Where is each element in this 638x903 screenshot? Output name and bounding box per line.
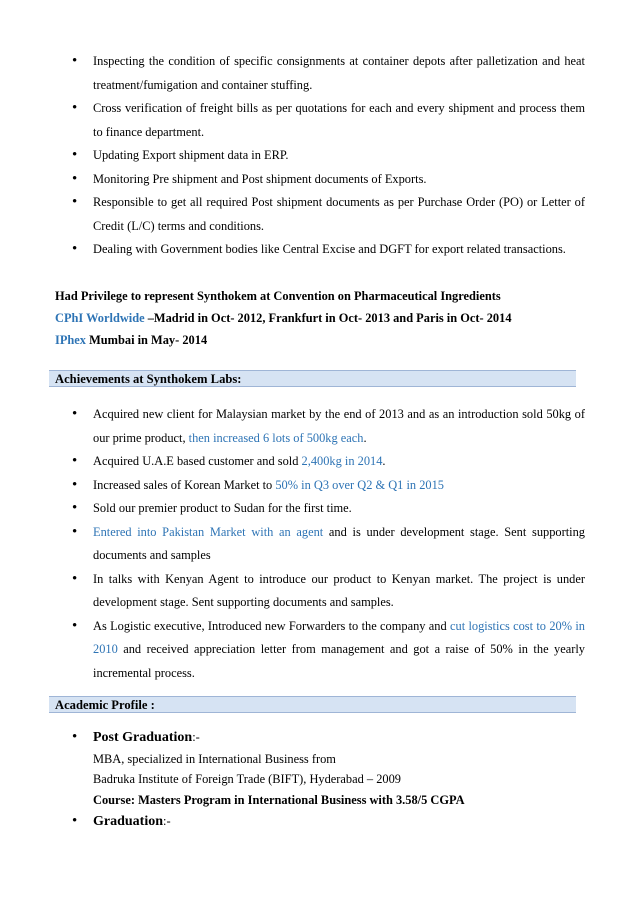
academic-heading: Academic Profile : — [49, 696, 576, 713]
post-grad-course: Course: Masters Program in International Business with 3.58/5 CGPA — [93, 792, 465, 807]
list-item: • Dealing with Government bodies like Central Excise and DGFT for export related transactions. — [0, 238, 638, 262]
list-item: • Sold our premier product to Sudan for the first time. — [0, 497, 638, 521]
iphex-label: IPhex — [55, 333, 86, 347]
iphex-text: Mumbai in May- 2014 — [85, 333, 208, 347]
post-grad-institute: Badruka Institute of Foreign Trade (BIFT), Hyderabad – 2009 — [93, 772, 401, 786]
academic-list — [0, 727, 638, 833]
duties-list — [0, 50, 638, 262]
list-item: • Graduation:- — [0, 810, 638, 833]
list-item: • Monitoring Pre shipment and Post shipment documents of Exports. — [0, 168, 638, 192]
iphex-line — [55, 329, 207, 351]
list-item: • Acquired U.A.E based customer and sold 2,400kg in 2014. — [0, 450, 638, 474]
list-item: • Acquired new client for Malaysian market by the end of 2013 and as an introduction sold 50kg of our prime product, then increased 6 lots of 500kg each. — [0, 403, 638, 450]
privilege-heading: Had Privilege to represent Synthokem at Convention on Pharmaceutical Ingredients — [55, 289, 501, 303]
post-grad-label: Post Graduation — [93, 730, 193, 745]
list-item: • Inspecting the condition of specific consignments at container depots after palletization and heat treatment/fumigation and container stuffing. — [0, 50, 638, 97]
list-item: • In talks with Kenyan Agent to introduce our product to Kenyan market. The project is under development stage. Sent supporting documents and samples. — [0, 568, 638, 615]
list-item: • Responsible to get all required Post shipment documents as per Purchase Order (PO) or Letter of Credit (L/C) terms and conditions. — [0, 191, 638, 238]
achievements-heading: Achievements at Synthokem Labs: — [49, 370, 576, 387]
list-item: • Entered into Pakistan Market with an agent and is under development stage. Sent supporting documents and samples — [0, 521, 638, 568]
list-item: • As Logistic executive, Introduced new Forwarders to the company and cut logistics cost to 20% in 2010 and received appreciation letter from management and got a raise of 50% in the yearly incremental process. — [0, 615, 638, 686]
list-item: • Cross verification of freight bills as per quotations for each and every shipment and process them to finance department. — [0, 97, 638, 144]
cphi-label: CPhI Worldwide — [55, 311, 145, 325]
cphi-line — [55, 307, 512, 329]
grad-label: Graduation — [93, 814, 164, 829]
achievements-list — [0, 403, 638, 685]
cphi-text: –Madrid in Oct- 2012, Frankfurt in Oct- 2013 and Paris in Oct- 2014 — [144, 311, 512, 325]
list-item: • Post Graduation:- MBA, specialized in International Business from Badruka Institute of Foreign Trade (BIFT), Hyderabad – 2009 Course: Masters Program in International Business with 3.58/5 CGPA — [0, 727, 638, 810]
list-item: • Increased sales of Korean Market to 50% in Q3 over Q2 & Q1 in 2015 — [0, 474, 638, 498]
post-grad-degree: MBA, specialized in International Business from — [93, 751, 336, 766]
list-item: • Updating Export shipment data in ERP. — [0, 144, 638, 168]
